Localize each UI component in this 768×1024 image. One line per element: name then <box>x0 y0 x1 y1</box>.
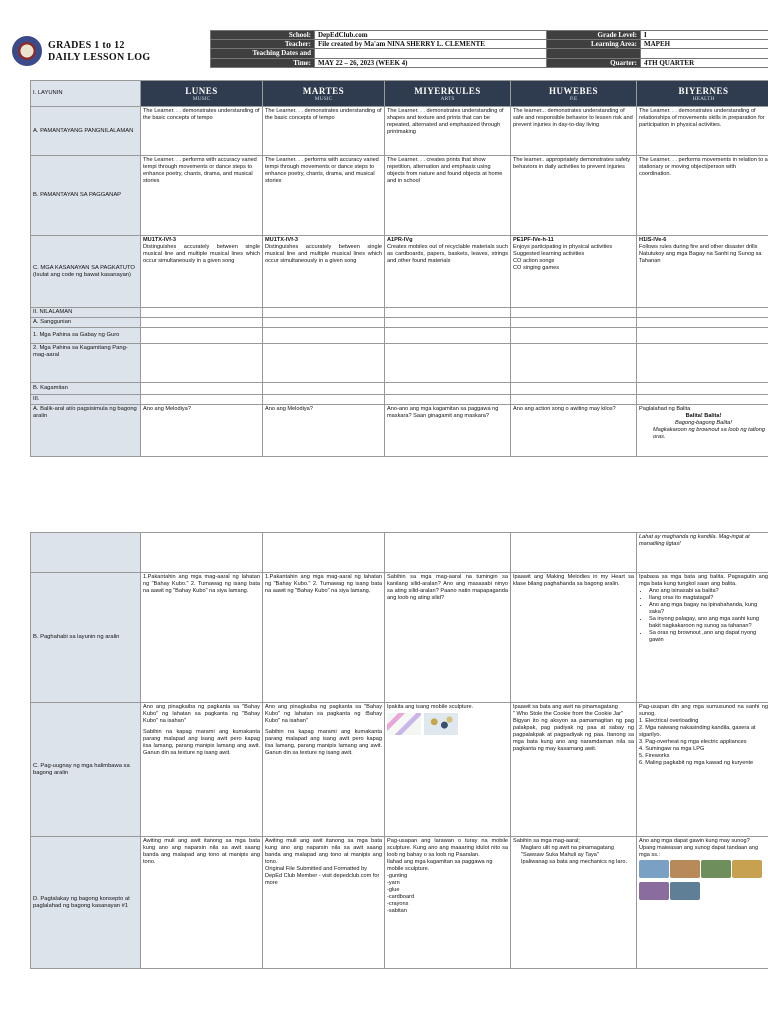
paragraph: Pag-usapan din ang mga sumusunod na sanhi ng sunog. <box>639 704 768 717</box>
paragraph: Bigyan ito ng aksyon sa pamamagitan ng pag palakpak, pag padiyak ng paa at sabay ng pagpalakpak at pagpadiyak ng paa. Itanong sa mga bata kung ano ang naramdaman nila sa pagkanta ng may kasamang awit. <box>513 718 634 752</box>
fire-safety-images <box>639 859 768 903</box>
cell-balita <box>637 405 768 457</box>
quarter-value: 4TH QUARTER <box>641 58 768 67</box>
school-label: School: <box>211 31 315 40</box>
fire-safety-image <box>639 860 669 878</box>
cell-pag-uugnay <box>511 703 637 837</box>
cell-text: 1.Pakantahin ang mga mag-aaral ng lahatan ng "Bahay Kubo." 2. Tumawag ng isang bata na aawit ng "Bahay Kubo" na siya lamang. <box>141 573 263 703</box>
cell-text: 1.Pakantahin ang mga mag-aaral ng lahatan ng "Bahay Kubo." 2. Tumawag ng isang bata na aawit ng "Bahay Kubo" na siya lamang. <box>263 573 385 703</box>
cell-text: Ano ang Melodiya? <box>141 405 263 457</box>
fire-safety-image <box>670 860 700 878</box>
list-item: • Sa inyong palagay, ano ang mga sanhi kung bakit nagkakaroon ng sunog sa tahanan? <box>649 616 768 630</box>
day-name: MIYERKULES <box>414 85 481 96</box>
cell-text: Ipaawit ang Making Melodies in my Heart sa klase bilang paghahanda sa bagong aralin. <box>511 573 637 703</box>
mobile-sculpture-beads-image <box>424 713 458 735</box>
paragraph: "Sawsaw Suka Mahuli ay Taya" <box>521 852 599 858</box>
document-brand <box>48 40 150 64</box>
row-sanggunian <box>31 318 768 328</box>
grade-level-label: Grade Level: <box>547 31 641 40</box>
mobile-sculpture-flowers-image <box>387 713 421 735</box>
row-label: C. Pag-uugnay ng mga halimbawa sa bagong aralin <box>31 703 141 837</box>
paragraph: Ipakita ang isang mobile sculpture. <box>387 704 474 710</box>
dates-value: MAY 22 – 26, 2023 (WEEK 4) <box>315 58 547 67</box>
competency-extra: Natutukoy ang mga Bagay na Sanhi ng Sunog sa Tahanan <box>639 251 762 264</box>
row-kasanayan <box>31 236 768 308</box>
list-item: 5. Fireworks <box>639 753 670 759</box>
row-gabay <box>31 328 768 344</box>
layunin-label: I. LAYUNIN <box>31 81 141 107</box>
paragraph: " Who Stole the Cookie from the Cookie Jar" <box>513 711 623 717</box>
competency-extra: Suggested learning activities <box>513 251 585 257</box>
competency-text: Enjoys participating in physical activities <box>513 244 613 250</box>
fire-safety-image <box>732 860 762 878</box>
list-item: 1. Electrical overloading <box>639 718 699 724</box>
question-list <box>639 588 768 644</box>
cell-text: The Learner. . . performs movements in relation to a stationary or moving object/person with coordination. <box>637 156 768 236</box>
row-iii <box>31 395 768 405</box>
brand-line-1: GRADES 1 to 12 <box>48 40 125 51</box>
balita-line: Magkakaroon ng brownout sa loob ng tatlong oras. <box>653 427 765 440</box>
competency-text: Distinguishes accurately between single musical line and multiple musical lines which occur simultaneously in a given song <box>265 244 382 264</box>
competency-code: PE1PF-IVe-h-11 <box>513 237 554 243</box>
row-label: A. PAMANTAYANG PANGNILALAMAN <box>31 107 141 156</box>
list-item: 2. Mga naiwang nakasinding kandila, gasera at sigarilyo. <box>639 725 756 738</box>
day-name: LUNES <box>185 85 218 96</box>
row-pangnilalaman <box>31 107 768 156</box>
quarter-label: Quarter: <box>547 58 641 67</box>
row-label: 2. Mga Pahina sa Kagamitang Pang-mag-aaral <box>31 344 141 383</box>
paragraph: Ipaliwanag sa bata ang mechanics ng laro. <box>521 859 628 865</box>
cell-kasanayan <box>637 236 768 308</box>
paragraph: Ipaawit sa bata ang awit na pinamagatang <box>513 704 618 710</box>
list-item: • Ano ang mga bagay na ipinahahanda, kung saka? <box>649 602 768 616</box>
paragraph: Sabihin na kapag marami ang kumakanta parang malapad ang isang awit pero kapag iisa lamang, parang manipis lamang ang awit. Ganun din sa texture ng isang awit. <box>143 729 260 756</box>
row-balik-aral-continued <box>31 533 768 573</box>
school-value: DepEdClub.com <box>315 31 547 40</box>
row-label: III. <box>31 395 141 405</box>
cell-text: Ano-ano ang mga kagamitan sa paggawa ng maskara? Saan ginagamit ang maskara? <box>385 405 511 457</box>
header-info-table <box>210 30 768 68</box>
cell-text: The Learner. . . demonstrates understanding of relationships of movements skills in preparation for participation in physical activities. <box>637 107 768 156</box>
subject-name: MUSIC <box>314 95 333 102</box>
subject-name: HEALTH <box>692 95 715 102</box>
row-kagamitan <box>31 383 768 395</box>
cell-text: The learner... demonstrates understanding of safe and responsible behavior to lessen risk and prevent injuries in day-to-day living <box>511 107 637 156</box>
paragraph: Upang maiwasan ang sunog dapat tandaan ang mga ss.: <box>639 845 759 858</box>
row-label: II. NILALAMAN <box>31 308 141 318</box>
paragraph: Ano ang pinagkaiba ng pagkanta sa "Bahay Kubo" ng lahatan sa pagkanta ng :Bahay Kubo" na isahan" <box>265 704 382 724</box>
paghahabi-intro: Ipabasa sa mga bata ang balita. Pagsagutin ang mga bata kung tungkol saan ang balita. <box>639 574 768 587</box>
balita-title: Paglalahad ng Balita <box>639 406 691 412</box>
fire-safety-image <box>639 882 669 900</box>
cell-text: Sabihin sa mga mag-aaral na tumingin sa kanilang silid-aralan? Ano ang masasabi ninyo sa ating silid-aralan? Paano natin mapapaganda ang loob ng ating silid? <box>385 573 511 703</box>
row-pag-uugnay <box>31 703 768 837</box>
balita-line: Bagong-bagong Balita! <box>675 420 732 426</box>
cell-text: The Learner. . . demonstrates understanding of the basic concepts of tempo <box>263 107 385 156</box>
competency-code: H1IS-IVe-6 <box>639 237 667 243</box>
row-kagamitan-mag-aaral <box>31 344 768 383</box>
day-header-miyerkules <box>385 81 511 107</box>
day-name: HUWEBES <box>548 85 598 96</box>
list-item: -yarn <box>387 880 400 886</box>
deped-seal-icon <box>12 36 42 66</box>
list-item: -glue <box>387 887 400 893</box>
teacher-label: Teacher: <box>211 40 315 49</box>
cell-pagtalakay <box>263 837 385 969</box>
lesson-table-part-2 <box>30 532 768 969</box>
competency-code: MU1TX-IVf-3 <box>143 237 176 243</box>
list-item: 4. Sumingaw na mga LPG <box>639 746 705 752</box>
competency-code: MU1TX-IVf-3 <box>265 237 298 243</box>
cell-kasanayan <box>263 236 385 308</box>
dates-label-bottom: Time: <box>211 58 315 67</box>
fire-safety-image <box>670 882 700 900</box>
cell-pag-uugnay <box>263 703 385 837</box>
row-label: 1. Mga Pahina sa Gabay ng Guro <box>31 328 141 344</box>
row-label: B. PAMANTAYAN SA PAGGANAP <box>31 156 141 236</box>
fire-safety-image <box>701 860 731 878</box>
lesson-table-part-1 <box>30 80 768 457</box>
list-item: • Ilang oras ito magtatagal? <box>649 595 768 602</box>
cell-text: The Learner. . . demonstrates understanding of shapes and texture and prints that can be repeated, alternated and emphasized through printmaking <box>385 107 511 156</box>
paragraph: Original File Submitted and Formatted by DepEd Club Member - visit depedclub.com for more <box>265 866 380 886</box>
list-item: -cardboard <box>387 894 415 900</box>
paragraph: Awiting muli ang awit itanong sa mga bata kung ano ang naparsin nila sa awit saang banda ang malapad ang tono at manipis ang tono. <box>265 838 382 865</box>
paragraph: Sabihin sa mga mag-aaral; <box>513 838 580 844</box>
cell-text: The learner.. appropriately demonstrates safety behaviors in daily activities to prevent injuries <box>511 156 637 236</box>
day-name: MARTES <box>302 85 345 96</box>
list-item: -sabitan <box>387 908 407 914</box>
row-balik-aral <box>31 405 768 457</box>
day-header-martes <box>263 81 385 107</box>
dates-label-top: Teaching Dates and <box>211 49 315 58</box>
cell-kasanayan <box>385 236 511 308</box>
competency-text: Distinguishes accurately between single musical line and multiple musical lines which occur simultaneously in a given song <box>143 244 260 264</box>
subject-name: MUSIC <box>192 95 211 102</box>
cell-text: Ano ang action song o awiting may kilos? <box>511 405 637 457</box>
balita-line: Balita! Balita! <box>685 413 722 419</box>
day-header-lunes <box>141 81 263 107</box>
row-pagtalakay <box>31 837 768 969</box>
cell-paghahabi-list <box>637 573 768 703</box>
competency-text: Follows rules during fire and other disaster drills <box>639 244 758 250</box>
cell-text: The Learner. . . creates prints that show repetition, alternation and emphasis using objects from nature and found objects at home and in school <box>385 156 511 236</box>
paragraph: Ano ang mga dapat gawin kung may sunog? <box>639 838 750 844</box>
grade-level-value: I <box>641 31 768 40</box>
row-paghahabi <box>31 573 768 703</box>
day-name: BIYERNES <box>678 85 729 96</box>
list-item: 6. Maling pagkabit ng mga kawad ng kuryente <box>639 760 754 766</box>
row-label: B. Paghahabi sa layunin ng aralin <box>31 573 141 703</box>
learning-area-value: MAPEH <box>641 40 768 49</box>
paragraph: Sabihin na kapag marami ang kumakanta parang malapad ang isang awit pero kapag iisa lamang, parang manipis lamang ang awit. Ganun din sa texture ng isang awit. <box>265 729 382 756</box>
paragraph: Ano ang pinagkaiba ng pagkanta sa "Bahay Kubo" ng lahatan sa pagkanta ng "Bahay Kubo" na isahan" <box>143 704 260 724</box>
competency-extra: CO action songs <box>513 258 555 264</box>
subject-name: P.E <box>569 95 578 102</box>
cell-text: Awiting muli ang awit itanong sa mga bata kung ano ang naparsin nila sa awit saang banda ang malapad ang tono at manipis ang tono. <box>141 837 263 969</box>
cell-pagtalakay <box>511 837 637 969</box>
paragraph: Pag-usapan ang larawan o turay na mobile sculpture. Kung ano ang maaaring idulot nito sa loob ng bahay o sa loob ng Paaralan. <box>387 838 508 858</box>
day-header-biyernes <box>637 81 768 107</box>
row-label: C. MGA KASANAYAN SA PAGKATUTO (Isulat ang code ng bawat kasanayan) <box>31 236 141 308</box>
balita-line: Lahat ay maghanda ng kandila. Mag-ingat at manatiling ligtas! <box>637 533 768 573</box>
list-item: -gunting <box>387 873 408 879</box>
subject-name: ARTS <box>440 95 455 102</box>
day-header-huwebes <box>511 81 637 107</box>
row-label: B. Kagamitan <box>31 383 141 395</box>
cell-kasanayan <box>141 236 263 308</box>
row-label: A. Balik-aral at/o pagsisimula ng bagong aralin <box>31 405 141 457</box>
cell-text: Ano ang Melodiya? <box>263 405 385 457</box>
cell-text: The Learner. . . demonstrates understanding of the basic concepts of tempo <box>141 107 263 156</box>
row-label: A. Sanggunian <box>31 318 141 328</box>
cell-text: The Learner. . . performs with accuracy varied tempi through movements or dance steps to enhance poetry, chants, drama, and musical stories <box>263 156 385 236</box>
learning-area-label: Learning Area: <box>547 40 641 49</box>
paragraph: Ilahad ang mga kagamitan sa paggawa ng mobile sculpture. <box>387 859 493 872</box>
row-pagganap <box>31 156 768 236</box>
cell-pag-uugnay <box>385 703 511 837</box>
cell-pag-uugnay <box>637 703 768 837</box>
competency-code: A1PR-IVg <box>387 237 413 243</box>
list-item: 3. Pag-overheat ng mga electric appliances <box>639 739 747 745</box>
competency-text: Creates mobiles out of recyclable materials such as cardboards, papers, baskets, leaves, strings and other found materials <box>387 244 508 264</box>
cell-pag-uugnay <box>141 703 263 837</box>
list-item: -crayons <box>387 901 409 907</box>
cell-kasanayan <box>511 236 637 308</box>
brand-line-2: DAILY LESSON LOG <box>48 52 151 63</box>
competency-extra: CO singing games <box>513 265 560 271</box>
teacher-value: File created by Ma'am NINA SHERRY L. CLEMENTE <box>315 40 547 49</box>
paragraph: Maglaro ulit ng awit na pinamagatang <box>521 845 614 851</box>
cell-text: The Learner. . . performs with accuracy varied tempi through movements or dance steps to enhance poetry, chants, drama, and musical stories <box>141 156 263 236</box>
cell-pagtalakay <box>637 837 768 969</box>
list-item: • Sa oras ng brownout ,ano ang dapat nyong gawin <box>649 630 768 644</box>
row-nilalaman <box>31 308 768 318</box>
cell-pagtalakay <box>385 837 511 969</box>
row-label: D. Pagtalakay ng bagong konsepto at paglalahad ng bagong kasanayan #1 <box>31 837 141 969</box>
list-item: • Ano ang isinasabi sa balita? <box>649 588 768 595</box>
